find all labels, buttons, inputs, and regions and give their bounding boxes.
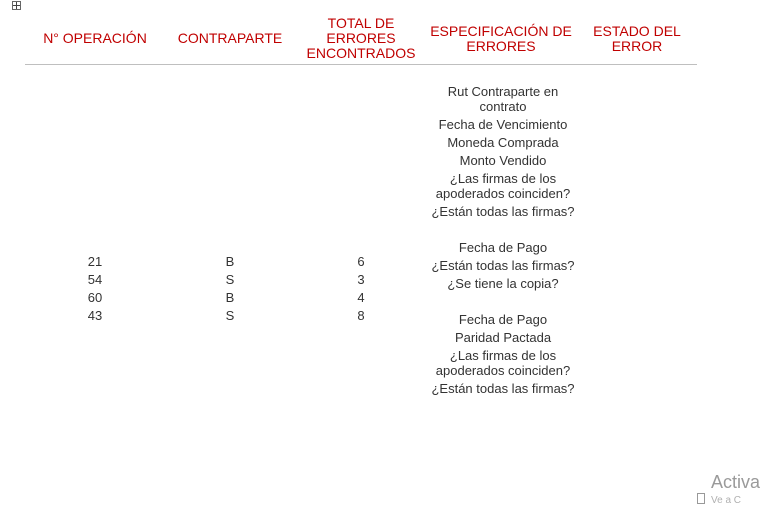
header-spec-errors: ESPECIFICACIÓN DE ERRORES [430, 23, 572, 54]
spec-error-item: ¿Las firmas de los apoderados coinciden? [435, 171, 571, 201]
header-total-errors: TOTAL DE ERRORES ENCONTRADOS [306, 15, 416, 61]
activation-watermark-subtitle-text: Ve a C [711, 495, 742, 506]
counterparty-cell: S [225, 308, 235, 323]
operation-column [55, 253, 135, 325]
spec-error-item: Moneda Comprada [447, 135, 559, 150]
table-move-handle-icon[interactable] [12, 1, 21, 10]
counterparty-column [190, 253, 270, 325]
header-status: ESTADO DEL ERROR [593, 23, 681, 54]
operation-cell: 60 [87, 290, 103, 305]
total-errors-cell: 3 [357, 272, 365, 287]
spec-error-item: ¿Están todas las firmas? [431, 204, 575, 219]
spec-error-item: Fecha de Pago [458, 312, 548, 327]
operation-cell: 54 [87, 272, 103, 287]
operation-cell: 43 [87, 308, 103, 323]
spec-error-item: Paridad Pactada [454, 330, 552, 345]
spec-error-item: ¿Están todas las firmas? [431, 381, 575, 396]
spec-error-gap [430, 222, 576, 237]
operation-cell: 21 [87, 254, 103, 269]
activation-watermark-subtitle [697, 493, 741, 506]
counterparty-cell: B [225, 254, 235, 269]
total-errors-cell: 6 [357, 254, 365, 269]
counterparty-cell: B [225, 290, 235, 305]
header-operation: N° OPERACIÓN [43, 30, 147, 46]
spec-error-item: Rut Contraparte en contrato [447, 84, 559, 114]
spec-errors-list [430, 84, 576, 399]
activation-watermark-title: Activa [711, 472, 761, 492]
text-cursor-icon [697, 493, 705, 504]
header-counterparty: CONTRAPARTE [177, 30, 283, 46]
spec-error-item: Monto Vendido [459, 153, 547, 168]
total-errors-cell: 8 [357, 308, 365, 323]
spec-error-item: Fecha de Pago [458, 240, 548, 255]
total-errors-cell: 4 [357, 290, 365, 305]
header-divider [25, 64, 697, 65]
total-errors-column [321, 253, 401, 325]
spec-error-item: Fecha de Vencimiento [438, 117, 568, 132]
spec-error-item: ¿Están todas las firmas? [431, 258, 575, 273]
spec-error-item: ¿Las firmas de los apoderados coinciden? [435, 348, 571, 378]
spec-error-gap [430, 294, 576, 309]
counterparty-cell: S [225, 272, 235, 287]
spec-error-item: ¿Se tiene la copia? [447, 276, 559, 291]
